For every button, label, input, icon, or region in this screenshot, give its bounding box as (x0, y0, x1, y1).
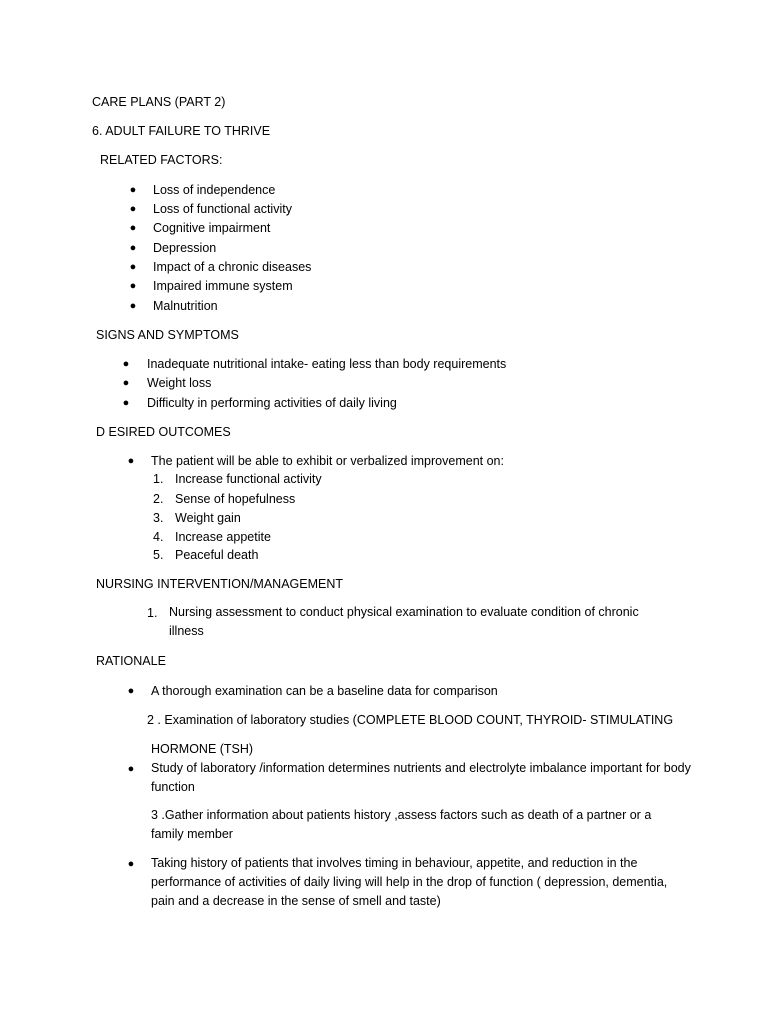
list-number: 3. (153, 511, 164, 525)
rationale-step: 2 . Examination of laboratory studies (COMPLETE BLOOD COUNT, THYROID- STIMULATING (147, 713, 674, 727)
list-number: 1. (147, 606, 158, 620)
list-number: 4. (153, 530, 164, 544)
intervention-item: Nursing assessment to conduct physical examination to evaluate condition of chronic illness (169, 605, 639, 638)
bullet-icon: ● (129, 261, 137, 273)
bullet-icon: ● (129, 280, 137, 292)
sign-item: Weight loss (147, 376, 212, 390)
bullet-icon: ● (127, 455, 135, 467)
signs-heading: SIGNS AND SYMPTOMS (96, 328, 239, 342)
outcomes-lead: The patient will be able to exhibit or verbalized improvement on: (151, 454, 504, 468)
related-factor-item: Malnutrition (153, 299, 218, 313)
rationale-heading: RATIONALE (96, 654, 166, 668)
bullet-icon: ● (122, 397, 130, 409)
rationale-bullet: Study of laboratory /information determines nutrients and electrolyte imbalance important for body function (151, 761, 691, 794)
outcome-item: Increase functional activity (175, 472, 322, 486)
rationale-step: 3 .Gather information about patients history ,assess factors such as death of a partner or a family member (151, 808, 652, 841)
rationale-step: HORMONE (TSH) (151, 742, 254, 756)
related-factor-item: Impaired immune system (153, 279, 293, 293)
bullet-icon: ● (127, 685, 135, 697)
related-factor-item: Depression (153, 241, 217, 255)
outcome-item: Increase appetite (175, 530, 271, 544)
outcome-item: Weight gain (175, 511, 241, 525)
bullet-icon: ● (129, 242, 137, 254)
related-factor-item: Loss of functional activity (153, 202, 292, 216)
rationale-bullet: A thorough examination can be a baseline data for comparison (151, 684, 498, 698)
bullet-icon: ● (129, 203, 137, 215)
bullet-icon: ● (129, 222, 137, 234)
related-factors-heading: RELATED FACTORS: (100, 153, 223, 167)
section-heading: 6. ADULT FAILURE TO THRIVE (92, 124, 271, 138)
sign-item: Inadequate nutritional intake- eating less than body requirements (147, 357, 507, 371)
bullet-icon: ● (122, 358, 130, 370)
rationale-bullet: Taking history of patients that involves timing in behaviour, appetite, and reduction in the performance of activities of daily living will help in the drop of function ( depression, dementia, pain and a decrease in the sense of smell and taste) (151, 856, 668, 908)
bullet-icon: ● (127, 858, 135, 870)
outcomes-heading: D ESIRED OUTCOMES (96, 425, 231, 439)
list-number: 2. (153, 492, 164, 506)
bullet-icon: ● (127, 763, 135, 775)
outcome-item: Sense of hopefulness (175, 492, 296, 506)
outcome-item: Peaceful death (175, 548, 259, 562)
related-factor-item: Cognitive impairment (153, 221, 271, 235)
list-number: 1. (153, 472, 164, 486)
bullet-icon: ● (129, 184, 137, 196)
related-factor-item: Loss of independence (153, 183, 276, 197)
bullet-icon: ● (122, 377, 130, 389)
related-factor-item: Impact of a chronic diseases (153, 260, 312, 274)
list-number: 5. (153, 548, 164, 562)
intervention-heading: NURSING INTERVENTION/MANAGEMENT (96, 577, 344, 591)
doc-title: CARE PLANS (PART 2) (92, 95, 226, 109)
bullet-icon: ● (129, 300, 137, 312)
sign-item: Difficulty in performing activities of daily living (147, 396, 397, 410)
